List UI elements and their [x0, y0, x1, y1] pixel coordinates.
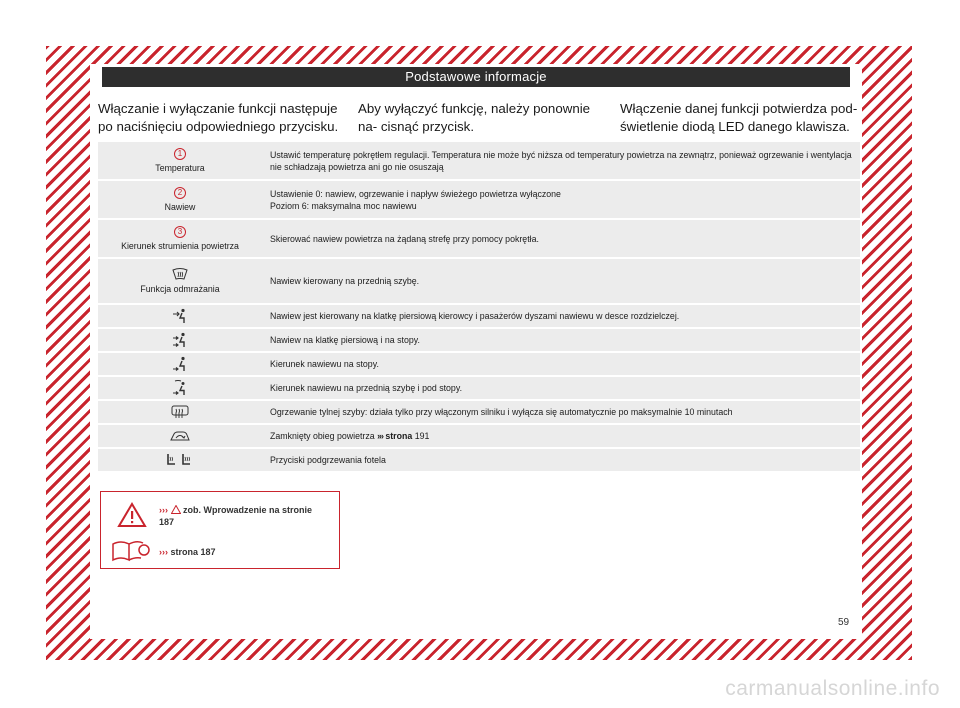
- ref-word[interactable]: strona: [385, 431, 413, 441]
- watermark: carmanualsonline.info: [725, 677, 940, 700]
- row-label-cell: [98, 220, 262, 257]
- row-text: Nawiew jest kierowany na klatkę piersiową kierowcy i pasażerów dyszami nawiewu w desce rozdzielczej.: [262, 305, 860, 327]
- small-warning-icon: [171, 505, 181, 514]
- row-label-cell: [98, 181, 262, 218]
- table-row: [98, 181, 860, 218]
- air-feet-icon: [172, 356, 188, 372]
- recirculation-icon: [170, 430, 190, 442]
- row-text: Nawiew kierowany na przednią szybę.: [262, 259, 860, 303]
- table-row: [98, 329, 860, 351]
- table-row: [98, 353, 860, 375]
- row-text: Kierunek nawiewu na przednią szybę i pod stopy.: [262, 377, 860, 399]
- row-icon-cell: [98, 449, 262, 471]
- row-text: Ogrzewanie tylnej szyby: działa tylko przy włączonym silniku i wyłącza się automatycznie po maksymalnie 10 minutach: [262, 401, 860, 423]
- table-row: [98, 259, 860, 303]
- table-row: [98, 142, 860, 179]
- section-header: Podstawowe informacje: [102, 67, 850, 87]
- reference-box: [100, 491, 340, 569]
- intro-column-3: Włączenie danej funkcji potwierdza pod- świetlenie diodą LED danego klawisza.: [620, 101, 858, 134]
- table-row: [98, 401, 860, 423]
- warning-ref-text[interactable]: [159, 504, 329, 528]
- table-row: [98, 220, 860, 257]
- row-text: Ustawić temperaturę pokrętłem regulacji. Temperatura nie może być niższa od temperatury powietrza na zewnątrz, ponieważ ogrzewanie i wentylacja nie schładzają powietrza ani go nie osuszają: [262, 142, 860, 179]
- row-icon-cell: [98, 377, 262, 399]
- row-label-cell: [98, 142, 262, 179]
- row-label: Temperatura: [155, 163, 205, 173]
- ref-arrows: ›››: [159, 547, 168, 557]
- ref-arrows: ›››: [377, 431, 383, 441]
- callout-number: 2: [174, 187, 186, 199]
- ref-arrows: ›››: [159, 505, 168, 515]
- air-chest-feet-icon: [172, 332, 188, 348]
- row-icon-cell: [98, 329, 262, 351]
- callout-number: 1: [174, 148, 186, 160]
- book-icon: [111, 536, 151, 562]
- intro-column-1: Włączanie i wyłączanie funkcji następuje po naciśnięciu odpowiedniego przycisku.: [98, 101, 339, 134]
- row-text: Przyciski podgrzewania fotela: [262, 449, 860, 471]
- page-ref-label: strona 187: [170, 547, 216, 557]
- row-text: Kierunek nawiewu na stopy.: [262, 353, 860, 375]
- manual-page: [90, 64, 862, 639]
- page-number: 59: [838, 617, 850, 628]
- warning-triangle-icon: [117, 502, 147, 528]
- rear-window-heat-icon: [171, 405, 189, 419]
- row-text: Zamknięty obieg powietrza: [270, 431, 375, 441]
- warning-ref-label: zob. Wprowadzenie na stronie 187: [159, 505, 313, 527]
- controls-table: [98, 140, 860, 473]
- intro-column-2: Aby wyłączyć funkcję, należy ponownie na- cisnąć przycisk.: [358, 101, 591, 134]
- row-label: Funkcja odmrażania: [140, 284, 220, 294]
- row-icon-cell: [98, 353, 262, 375]
- table-row: [98, 449, 860, 471]
- row-label: Kierunek strumienia powietrza: [121, 241, 239, 251]
- table-row: [98, 425, 860, 447]
- air-windshield-feet-icon: [172, 380, 188, 396]
- row-text-cell: [262, 425, 860, 447]
- page-ref-text[interactable]: [159, 546, 329, 558]
- row-text: Ustawienie 0: nawiew, ogrzewanie i napływ świeżego powietrza wyłączone: [270, 188, 561, 199]
- row-label: Nawiew: [164, 202, 196, 212]
- row-icon-cell: [98, 305, 262, 327]
- air-chest-icon: [172, 308, 188, 324]
- row-icon-cell: [98, 401, 262, 423]
- ref-page[interactable]: 191: [414, 431, 430, 441]
- windshield-defrost-icon: [172, 267, 188, 281]
- row-icon-cell: [98, 425, 262, 447]
- table-row: [98, 305, 860, 327]
- table-row: [98, 377, 860, 399]
- callout-number: 3: [174, 226, 186, 238]
- row-text: Nawiew na klatkę piersiową i na stopy.: [262, 329, 860, 351]
- row-text-cell: [262, 181, 860, 218]
- seat-heating-icon: [165, 452, 195, 468]
- row-text-2: Poziom 6: maksymalna moc nawiewu: [270, 200, 417, 211]
- row-label-cell: [98, 259, 262, 303]
- row-text: Skierować nawiew powietrza na żądaną strefę przy pomocy pokrętła.: [262, 220, 860, 257]
